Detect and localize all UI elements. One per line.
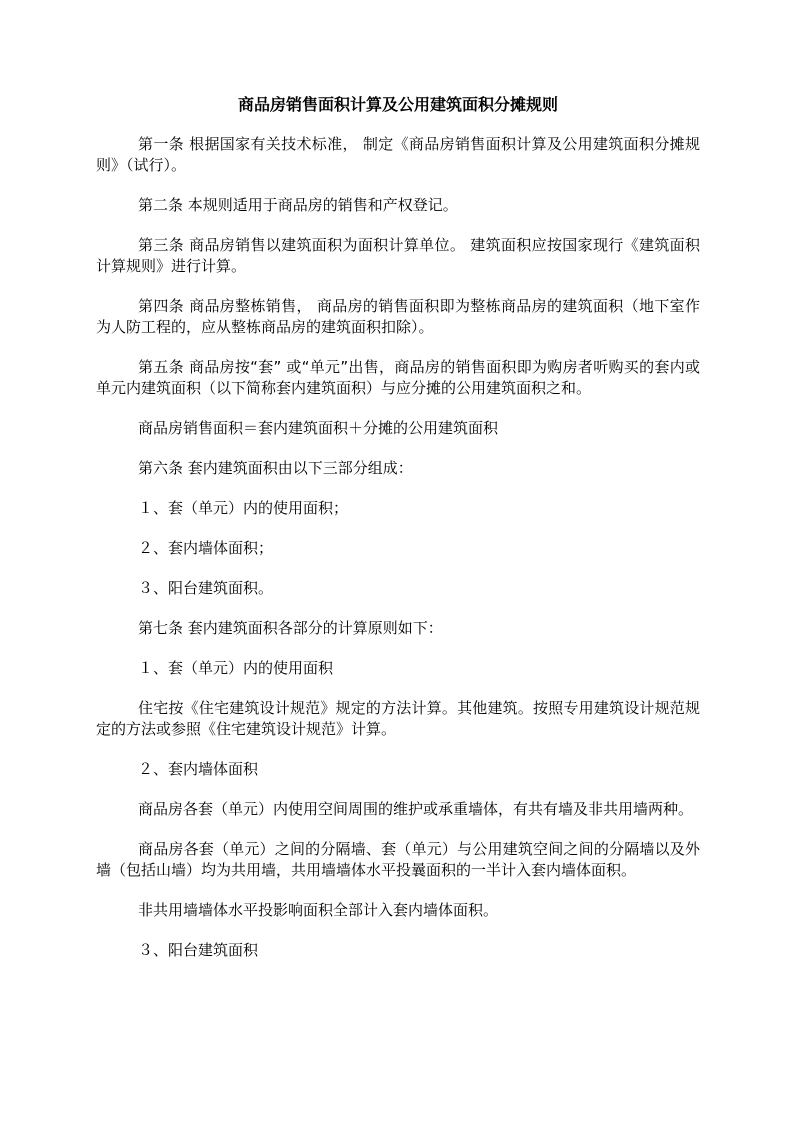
article-5: 第五条 商品房按“套” 或“单元”出售，商品房的销售面积即为购房者听购买的套内或单元内建筑面积（以下简称套内建筑面积）与应分摊的公用建筑面积之和。 bbox=[96, 358, 700, 397]
article-7: 第七条 套内建筑面积各部分的计算原则如下： bbox=[138, 619, 443, 637]
sales-area-formula: 商品房销售面积＝套内建筑面积＋分摊的公用建筑面积 bbox=[138, 419, 499, 437]
article-7-item-1: １、套（单元）内的使用面积 bbox=[138, 659, 334, 677]
article-1: 第一条 根据国家有关技术标准， 制定《商品房销售面积计算及公用建筑面积分摊规则》（试行）。 bbox=[96, 135, 700, 174]
article-6-item-3: ３、阳台建筑面积。 bbox=[138, 579, 274, 597]
document-title: 商品房销售面积计算及公用建筑面积分摊规则 bbox=[237, 95, 558, 114]
article-7-item-2: ２、套内墙体面积 bbox=[138, 760, 259, 778]
article-7-item-3: ３、阳台建筑面积 bbox=[138, 941, 259, 959]
article-6-item-1: １、套（单元）内的使用面积； bbox=[138, 499, 349, 517]
article-7-item-2-body-1: 商品房各套（单元）内使用空间周围的维护或承重墙体，有共有墙及非共用墙两种。 bbox=[138, 800, 694, 818]
article-7-item-2-body-3: 非共用墙墙体水平投影响面积全部计入套内墙体面积。 bbox=[138, 901, 499, 919]
article-7-item-2-body-2: 商品房各套（单元）之间的分隔墙、套（单元）与公用建筑空间之间的分隔墙以及外墙（包括山墙）均为共用墙，共用墙墙体水平投曩面积的一半计入套内墙体面积。 bbox=[96, 840, 700, 879]
article-6: 第六条 套内建筑面积由以下三部分组成： bbox=[138, 459, 413, 477]
article-2: 第二条 本规则适用于商品房的销售和产权登记。 bbox=[138, 196, 458, 214]
article-6-item-2: ２、套内墙体面积； bbox=[138, 539, 274, 557]
article-7-item-1-body: 住宅按《住宅建筑设计规范》规定的方法计算。其他建筑。按照专用建筑设计规范规定的方法或参照《住宅建筑设计规范》计算。 bbox=[96, 699, 700, 738]
article-4: 第四条 商品房整栋销售， 商品房的销售面积即为整栋商品房的建筑面积（地下室作为人防工程的，应从整栋商品房的建筑面积扣除）。 bbox=[96, 297, 700, 336]
article-3: 第三条 商品房销售以建筑面积为面积计算单位。 建筑面积应按国家现行《建筑面积计算规则》进行计算。 bbox=[96, 236, 700, 275]
